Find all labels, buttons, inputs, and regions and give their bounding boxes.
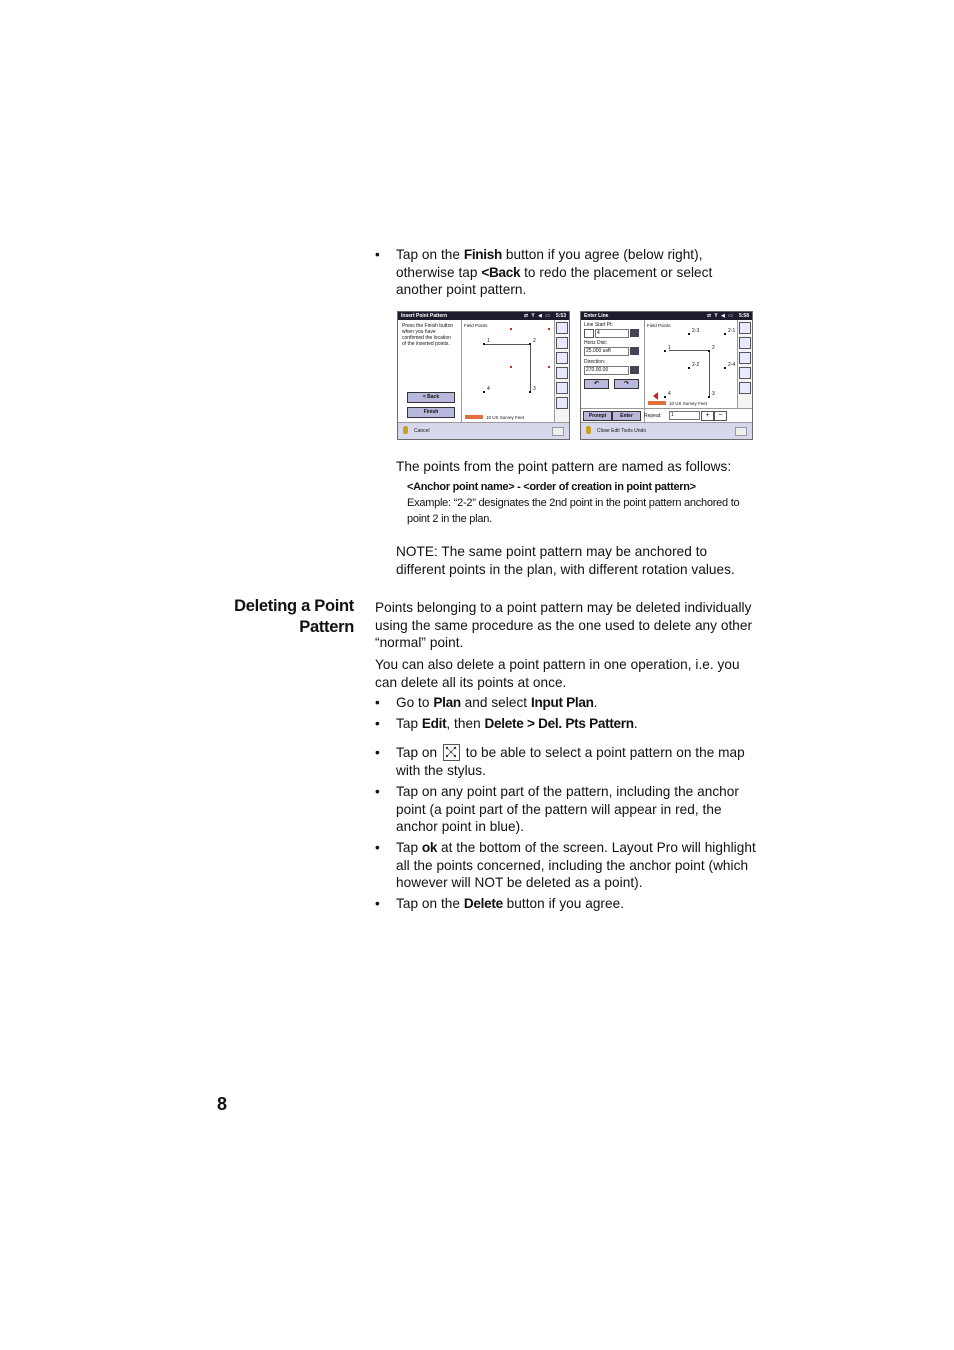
- point-1[interactable]: [483, 343, 485, 345]
- cancel-menu[interactable]: Cancel: [414, 428, 430, 434]
- finish-button[interactable]: Finish: [407, 407, 455, 418]
- point-2-3[interactable]: [688, 333, 690, 335]
- bullet-finish: [375, 246, 760, 299]
- prompt-button[interactable]: Prompt: [583, 411, 612, 421]
- pattern-outline: [484, 344, 531, 392]
- point-4[interactable]: [664, 396, 666, 398]
- bullet-text: Tap on the Finish button if you agree (below right), otherwise tap <Back to redo the placement or select another point pattern.: [396, 247, 713, 297]
- zoom-extents-icon[interactable]: [556, 382, 568, 394]
- minus-icon[interactable]: −: [714, 411, 727, 421]
- keyboard-icon[interactable]: [735, 427, 747, 436]
- chevron-down-icon[interactable]: [630, 366, 639, 374]
- menu-bar[interactable]: Close Edit Tools Undo: [597, 428, 647, 434]
- pattern-outline: [669, 350, 710, 397]
- point-2-4[interactable]: [724, 367, 726, 369]
- bullet-go-to-plan: • Go to Plan and select Input Plan.: [375, 695, 598, 710]
- enter-button[interactable]: Enter: [612, 411, 641, 421]
- section-paragraph-1: Points belonging to a point pattern may be deleted individually using the same procedure as the one used to delete any other “normal” point.: [375, 600, 753, 650]
- screenshot-insert-point-pattern: [397, 311, 570, 440]
- entry-action-bar: Prompt Enter Repeat: 1 + −: [581, 408, 752, 422]
- pan-icon[interactable]: [739, 337, 751, 349]
- point-2[interactable]: [708, 350, 710, 352]
- section-paragraph-2: You can also delete a point pattern in one operation, i.e. you can delete all its points at once.: [375, 657, 740, 690]
- pattern-point-red[interactable]: [548, 328, 550, 330]
- display-options-icon[interactable]: [556, 397, 568, 409]
- bullet-tap-delete: • Tap on the Delete button if you agree.: [375, 896, 625, 911]
- title-bar: Insert Point Pattern ⇄ Y ◀ ▭ 5:53: [398, 312, 569, 320]
- pick-point-icon[interactable]: [584, 329, 594, 338]
- repeat-field[interactable]: 1: [669, 411, 700, 420]
- map-label: Field Points: [647, 323, 671, 328]
- chevron-down-icon[interactable]: [630, 329, 639, 337]
- point-3[interactable]: [529, 391, 531, 393]
- map-view[interactable]: Field Points 1 2 4 3 10 US Survey Feet: [462, 320, 555, 422]
- command-bar: [398, 422, 569, 439]
- plus-icon[interactable]: +: [701, 411, 714, 421]
- naming-example: Example: “2-2” designates the 2nd point in the point pattern anchored to point 2 in the plan.: [407, 497, 740, 525]
- point-pattern-icon: [443, 744, 460, 761]
- scale-bar: [648, 401, 666, 405]
- bullet-tap-ok: • Tap ok at the bottom of the screen. Layout Pro will highlight all the points concerned, including the anchor point (which however will NOT be deleted as a point).: [375, 840, 756, 890]
- command-bar: [581, 422, 752, 439]
- keyboard-icon[interactable]: [552, 427, 564, 436]
- point-2-2[interactable]: [688, 367, 690, 369]
- point-4[interactable]: [483, 391, 485, 393]
- bullet-tap-edit: • Tap Edit, then Delete > Del. Pts Pattern.: [375, 716, 638, 731]
- zoom-in-icon[interactable]: [556, 352, 568, 364]
- pattern-point-red[interactable]: [510, 328, 512, 330]
- zoom-extents-icon[interactable]: [739, 382, 751, 394]
- map-view[interactable]: Field Points 2-3 2-1 1 2 2-2 2-4 4 3 10 US Survey Feet: [647, 323, 736, 406]
- page-number: 8: [217, 1094, 228, 1114]
- key-icon[interactable]: [586, 426, 591, 434]
- point-2-1[interactable]: [724, 333, 726, 335]
- line-start-field[interactable]: 4: [595, 329, 629, 338]
- pattern-point-red[interactable]: [510, 366, 512, 368]
- direction-arrow-icon: [653, 392, 658, 400]
- horiz-dist-field[interactable]: 25.000 usft: [584, 347, 629, 356]
- point-2[interactable]: [529, 343, 531, 345]
- back-button[interactable]: < Back: [407, 392, 455, 403]
- key-icon[interactable]: [403, 426, 408, 434]
- naming-intro: The points from the point pattern are named as follows:: [396, 459, 732, 474]
- pattern-select-icon[interactable]: [556, 322, 568, 334]
- point-1[interactable]: [664, 350, 666, 352]
- direction-field[interactable]: 270.00.00: [584, 366, 629, 375]
- pan-icon[interactable]: [556, 337, 568, 349]
- map-label: Field Points: [464, 323, 488, 328]
- bullet-tap-pattern-icon: • Tap on to be able to select a point pattern on the map with the stylus.: [375, 745, 745, 778]
- section-heading: Deleting a Point Pattern: [234, 597, 354, 636]
- instructions-panel: [398, 320, 462, 422]
- naming-format: <Anchor point name> - <order of creation in point pattern>: [407, 481, 696, 493]
- bullet-dot: •: [375, 247, 380, 262]
- system-icons: ⇄ Y ◀ ▭: [706, 313, 734, 319]
- line-entry-panel: Line Start Pt: 4 Horiz Dist: 25.000 usft Direction: 270.00.00 ↶ ↷: [581, 320, 645, 422]
- chevron-down-icon[interactable]: [630, 347, 639, 355]
- pattern-select-icon[interactable]: [739, 322, 751, 334]
- zoom-out-icon[interactable]: [556, 367, 568, 379]
- map-toolbar: [554, 320, 569, 422]
- point-3[interactable]: [708, 396, 710, 398]
- zoom-out-icon[interactable]: [739, 367, 751, 379]
- scale-bar: [465, 415, 483, 419]
- system-icons: ⇄ Y ◀ ▭: [523, 313, 551, 319]
- rotate-right-button[interactable]: ↷: [614, 379, 639, 389]
- screenshot-enter-line: [580, 311, 753, 440]
- map-toolbar: [737, 320, 752, 408]
- zoom-in-icon[interactable]: [739, 352, 751, 364]
- note: NOTE: The same point pattern may be anchored to different points in the plan, with different rotation values.: [396, 544, 735, 577]
- title-bar: Enter Line ⇄ Y ◀ ▭ 5:58: [581, 312, 752, 320]
- instructions-text: Press the Finish button when you have confirmed the location of the inserted points.: [402, 323, 454, 347]
- rotate-left-button[interactable]: ↶: [584, 379, 609, 389]
- pattern-point-red[interactable]: [548, 366, 550, 368]
- bullet-tap-point: • Tap on any point part of the pattern, including the anchor point (a point part of the pattern will appear in red, the anchor point in blue).: [375, 784, 739, 834]
